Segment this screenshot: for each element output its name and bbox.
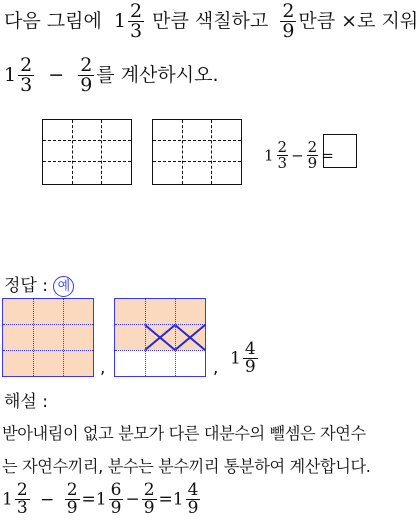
numerator: 2 [143, 480, 155, 500]
grid-line [43, 161, 131, 162]
denominator: 9 [66, 498, 78, 518]
blank-grid-1 [42, 119, 132, 185]
denominator: 3 [20, 74, 33, 96]
fraction [243, 341, 258, 376]
comma: , [213, 358, 219, 378]
numerator: 2 [80, 54, 93, 76]
fraction [186, 482, 201, 517]
minus-sign: − [48, 64, 65, 86]
grid-line [33, 299, 34, 376]
explanation-equation [2, 482, 202, 517]
example-mark: 예 [53, 276, 74, 297]
denominator: 3 [129, 20, 143, 42]
grid-line [3, 350, 93, 351]
fraction [15, 482, 30, 517]
grid-line [211, 120, 212, 184]
equals-sign: = [81, 489, 96, 510]
mixed-number-whole: 1 [264, 146, 274, 165]
fraction [109, 482, 124, 517]
fraction [280, 2, 296, 41]
grid-line [43, 140, 131, 141]
answer-label: 정답 : [4, 276, 48, 296]
denominator: 9 [244, 357, 256, 377]
numerator: 2 [129, 0, 143, 22]
grid-line [153, 161, 241, 162]
grid-line [153, 140, 241, 141]
denominator: 3 [16, 498, 28, 518]
mixed-number-whole: 1 [230, 348, 241, 369]
fraction [142, 482, 157, 517]
numerator: 2 [66, 480, 78, 500]
question-text: 만큼 ×로 지워 [298, 10, 418, 32]
numerator: 2 [277, 138, 288, 156]
answer-grid-crossed [114, 298, 206, 377]
numerator: 2 [282, 0, 295, 22]
mixed-number-whole: 1 [2, 489, 13, 510]
denominator: 9 [187, 498, 199, 518]
fraction [128, 2, 144, 41]
grid-line [63, 299, 64, 376]
equals-sign: = [158, 489, 173, 510]
fraction [276, 140, 290, 171]
mixed-number-whole: 1 [4, 64, 17, 86]
answer-blank-box [323, 134, 357, 168]
question-text: 만큼 색칠하고 [152, 10, 269, 32]
answer-grid-shaded [2, 298, 94, 377]
mixed-number-whole: 1 [113, 10, 126, 32]
grid-line [3, 324, 93, 325]
numerator: 2 [307, 138, 318, 156]
equals-sign: = [321, 146, 334, 165]
explanation-text-2: 는 자연수끼리, 분수는 분수끼리 통분하여 계산합니다. [2, 457, 371, 476]
denominator: 9 [110, 498, 122, 518]
mixed-number-whole: 1 [172, 489, 184, 510]
minus-sign: − [291, 146, 304, 165]
minus-sign: − [125, 489, 140, 510]
grid-line [182, 120, 183, 184]
question-line-1 [4, 2, 418, 41]
denominator: 9 [80, 74, 93, 96]
fraction [18, 56, 34, 95]
denominator: 9 [282, 20, 295, 42]
explanation-label: 해설 : [4, 392, 48, 412]
question-line-2 [4, 56, 219, 95]
grid-line [101, 120, 102, 184]
cross-marks [115, 299, 205, 376]
comma: , [100, 358, 106, 378]
denominator: 3 [277, 154, 288, 172]
answer-label-row [4, 271, 74, 297]
numerator: 6 [110, 480, 122, 500]
minus-sign: − [40, 489, 55, 510]
numerator: 2 [20, 54, 33, 76]
fraction [65, 482, 80, 517]
answer-result [230, 341, 260, 376]
numerator: 4 [187, 480, 199, 500]
blank-grid-2 [152, 119, 242, 185]
numerator: 2 [16, 480, 28, 500]
explanation-text-1: 받아내림이 없고 분모가 다른 대분수의 뺄셈은 자연수 [2, 424, 366, 443]
denominator: 9 [143, 498, 155, 518]
numerator: 4 [244, 339, 256, 359]
fraction [78, 56, 94, 95]
question-text: 를 계산하시오. [96, 64, 219, 86]
question-text: 다음 그림에 [4, 10, 102, 32]
fraction [306, 140, 320, 171]
denominator: 9 [307, 154, 318, 172]
mixed-number-whole: 1 [95, 489, 107, 510]
grid-line [72, 120, 73, 184]
